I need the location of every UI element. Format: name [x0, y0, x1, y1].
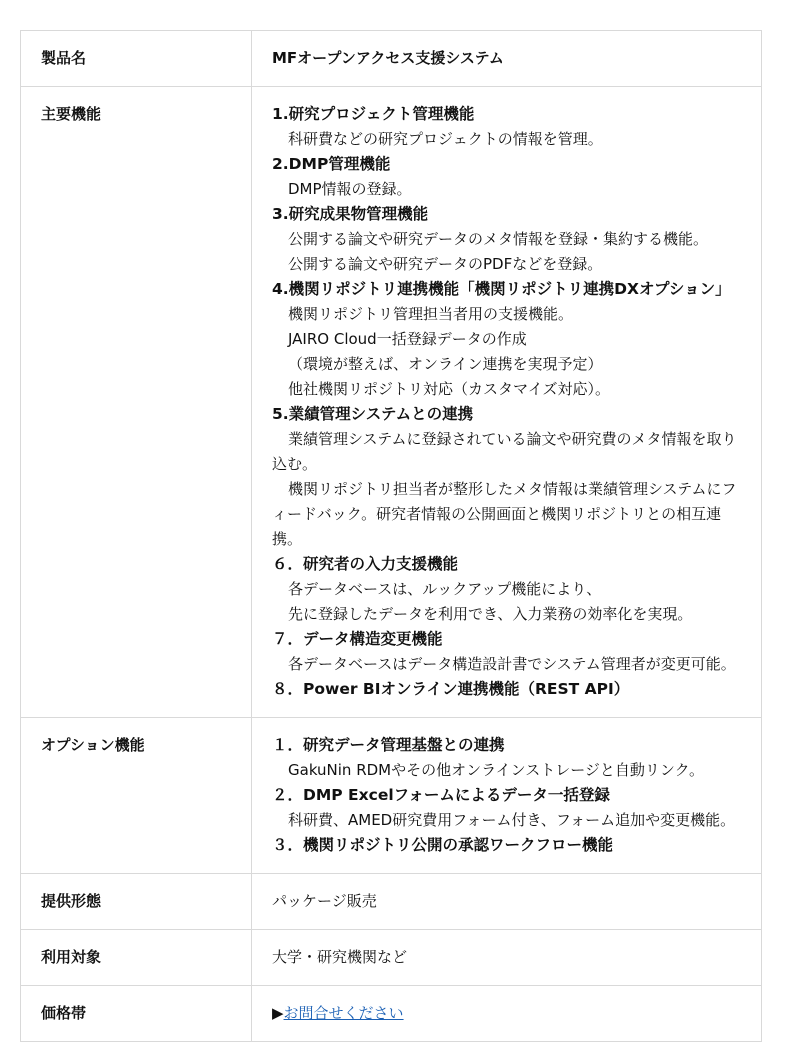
options-item-heading: ３．機関リポジトリ公開の承認ワークフロー機能	[272, 836, 614, 854]
features-item-heading: 3.研究成果物管理機能	[272, 205, 429, 223]
value-option-features	[252, 718, 762, 874]
value-price-range	[252, 986, 762, 1042]
triangle-right-icon: ▶	[272, 1004, 284, 1022]
value-product-name: MFオープンアクセス支援システム	[252, 31, 762, 87]
value-main-features	[252, 87, 762, 718]
features-item-heading: ８．Power BIオンライン連携機能（REST API）	[272, 680, 630, 698]
options-item-heading: ２．DMP Excelフォームによるデータ一括登録	[272, 786, 610, 804]
row-main-features	[21, 87, 762, 718]
label-target-users: 利用対象	[21, 930, 252, 986]
options-item-description: 科研費、AMED研究費用フォーム付き、フォーム追加や変更機能。	[288, 811, 736, 829]
label-price-range: 価格帯	[21, 986, 252, 1042]
inquiry-link[interactable]: お問合せください	[283, 1004, 404, 1022]
features-item-description: 先に登録したデータを利用でき、入力業務の効率化を実現。	[288, 605, 693, 623]
features-item-description: JAIRO Cloud一括登録データの作成	[288, 330, 527, 348]
features-item-heading: 2.DMP管理機能	[272, 155, 391, 173]
features-item-description: 機関リポジトリ担当者が整形したメタ情報は業績管理システムにフィードバック。研究者情報の公開画面と機関リポジトリとの相互連携。	[272, 480, 737, 548]
features-item-description: 公開する論文や研究データのメタ情報を登録・集約する機能。	[288, 230, 709, 248]
label-option-features: オプション機能	[21, 718, 252, 874]
product-spec-table	[20, 30, 762, 1042]
features-item-heading: 4.機関リポジトリ連携機能「機関リポジトリ連携DXオプション」	[272, 280, 731, 298]
label-delivery-form: 提供形態	[21, 874, 252, 930]
features-item-description: 科研費などの研究プロジェクトの情報を管理。	[288, 130, 603, 148]
features-item-heading: 5.業績管理システムとの連携	[272, 405, 474, 423]
features-item-description: （環境が整えば、オンライン連携を実現予定）	[288, 355, 603, 373]
features-item-description: DMP情報の登録。	[288, 180, 412, 198]
features-item-heading: ６．研究者の入力支援機能	[272, 555, 459, 573]
row-product-name	[21, 31, 762, 87]
row-option-features	[21, 718, 762, 874]
features-item-heading: ７．データ構造変更機能	[272, 630, 443, 648]
value-target-users: 大学・研究機関など	[252, 930, 762, 986]
features-item-description: 各データベースはデータ構造設計書でシステム管理者が変更可能。	[288, 655, 736, 673]
features-item-description: 公開する論文や研究データのPDFなどを登録。	[288, 255, 603, 273]
features-item-heading: 1.研究プロジェクト管理機能	[272, 105, 475, 123]
options-item-heading: １．研究データ管理基盤との連携	[272, 736, 505, 754]
value-delivery-form: パッケージ販売	[252, 874, 762, 930]
row-price-range	[21, 986, 762, 1042]
label-main-features: 主要機能	[21, 87, 252, 718]
features-item-description: 業績管理システムに登録されている論文や研究費のメタ情報を取り込む。	[272, 430, 737, 473]
row-delivery-form	[21, 874, 762, 930]
options-item-description: GakuNin RDMやその他オンラインストレージと自動リンク。	[288, 761, 705, 779]
row-target-users	[21, 930, 762, 986]
features-item-description: 機関リポジトリ管理担当者用の支援機能。	[288, 305, 574, 323]
features-item-description: 他社機関リポジトリ対応（カスタマイズ対応）。	[288, 380, 611, 398]
features-item-description: 各データベースは、ルックアップ機能により、	[288, 580, 602, 598]
label-product-name: 製品名	[21, 31, 252, 87]
